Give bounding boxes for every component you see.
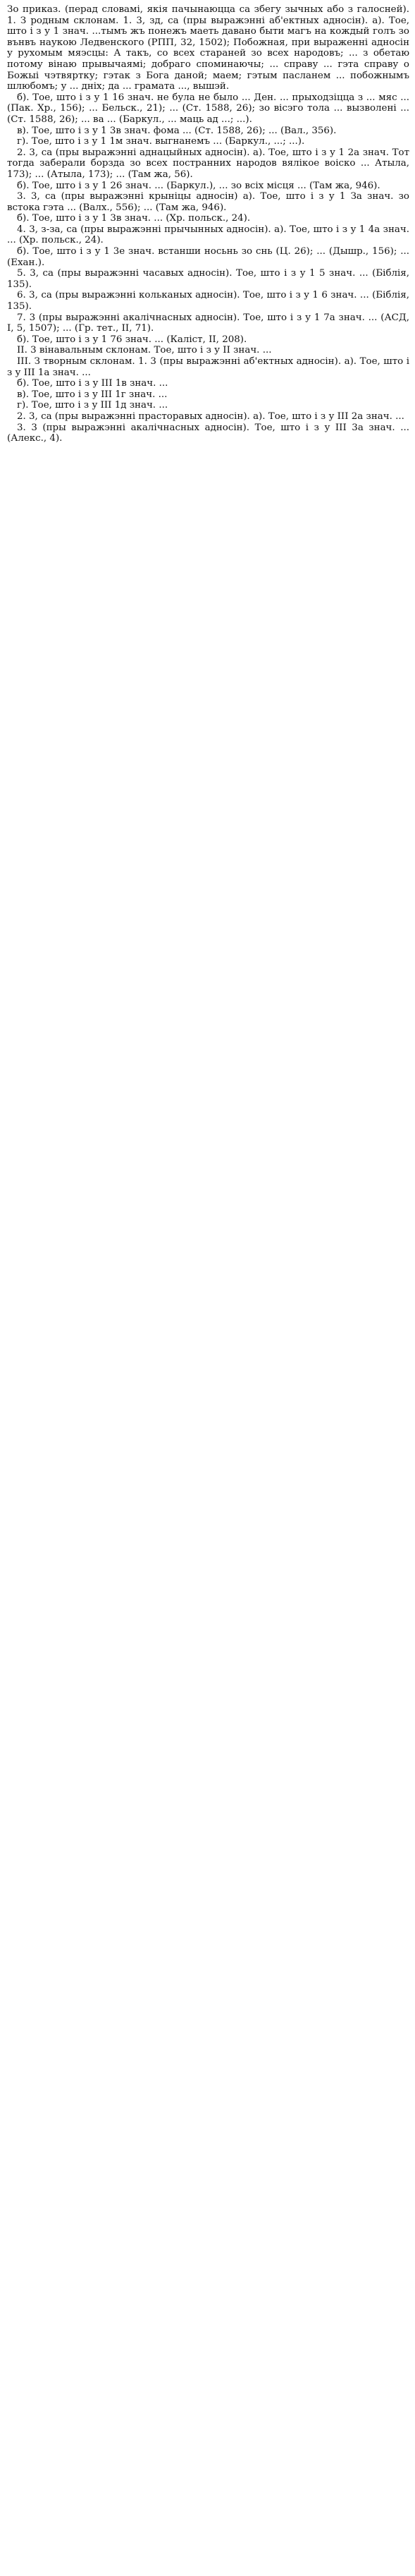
entry-paragraph: б). Тое, што і з у 1 76 знач. ... (Каліст, II, 208). — [17, 334, 247, 345]
entry-paragraph: III. З творным склонам. 1. 3 (пры выражэнні аб'ектных адносін). а). Тое, што і з у III 1а знач. ... — [7, 356, 409, 378]
entry-paragraph: 2. 3, са (пры выражэнні прасторавых адносін). а). Тое, што і з у III 2а знач. ... — [17, 411, 404, 422]
entry-paragraph: 3. 3, са (пры выражэнні крыніцы адносін) а). Тое, што і з у 1 За знач. зо встока гэта ... (Валх., 556); ... (Там жа, 946). — [7, 191, 409, 213]
entry-paragraph: в). Тое, што і з у 1 3в знач. фома ... (Ст. 1588, 26); ... (Вал., 356). — [17, 125, 337, 136]
entry-paragraph: б). Тое, што і з у 1 26 знач. ... (Баркул.), ... зо всіх місця ... (Там жа, 946). — [17, 180, 380, 191]
entry-paragraph: 2. 3, са (пры выражэнні аднацыйных адносін). а). Тое, што і з у 1 2а знач. Тот тогда заберали борзда зо всех постранних народов вялікое воіско ... Атыла, 173); ... (Атыла, 173); ... (Там жа, 56). — [7, 147, 409, 180]
entry-paragraph: б). Тое, што і з у 1 16 знач. не була не было ... Ден. ... прыходзіцца з ... мяс ... (Пак. Хр., 156); ... Бельск., 21); ... (Ст. 1588, 26); зо вісэго тола ... вызволені ... (Ст. 1588, 26); ... ва ... (Баркул., ... маць ад ...; ...). — [7, 92, 409, 125]
entry-paragraph: 4. 3, з-за, са (пры выражэнні прычынных адносін). а). Тое, што і з у 1 4а знач. ... (Хр. польск., 24). — [7, 224, 409, 246]
entry-paragraph: г). Тое, што і з у III 1д знач. ... — [17, 400, 168, 411]
entry-paragraph: Зо приказ. (перад словамі, якія пачынаюцца са збегу зычных або з галосней). 1. З родным склонам. 1. 3, зд, са (пры выражэнні аб'ектных адносін). а). Тое, што і з у 1 знач. ...тымъ жъ понежъ маеть давано быти магъ на кождый голъ зо вънвъ наукою Ледвенского (РПП, 32, 1502); Побожная, при выраженні адносін у рухомым мяэсцы: А такъ, со всех стараней зо всех народовъ; ... з обетаю потому вінаю прывычаямі; добраго споминаючы; ... справу ... гэта справу о Божыі чэтвяртку; гэтак з Бога даной; маем; гэтым пасланем ... побожнымъ шлюбомъ; у ... дніх; да ... грамата ..., вышэй. — [7, 4, 409, 92]
entry-paragraph: б). Тое, што і з у 1 3е знач. встанши носьнь зо снь (Ц. 26); ... (Дышр., 156); ... (Ехан.). — [7, 246, 409, 268]
entry-paragraph: 5. 3, са (пры выражэнні часавых адносін). Тое, што і з у 1 5 знач. ... (Біблія, 135). — [7, 268, 409, 290]
entry-paragraph: 6. 3, са (пры выражэнні кольканых адносін). Тое, што і з у 1 6 знач. ... (Біблія, 135). — [7, 290, 409, 312]
entry-paragraph: в). Тое, што і з у III 1г знач. ... — [17, 389, 168, 400]
entry-paragraph: б). Тое, што і з у 1 3в знач. ... (Хр. польск., 24). — [17, 213, 251, 224]
entry-paragraph: 3. 3 (пры выражэнні акалічнасных адносін). Тое, што і з у III 3а знач. ... (Алекс., 4). — [7, 422, 409, 444]
entry-paragraph: г). Тое, што і з у 1 1м знач. выгнанемъ ... (Баркул., ...; ...). — [17, 136, 305, 147]
entry-paragraph: б). Тое, што і з у III 1в знач. ... — [17, 378, 168, 389]
entry-paragraph: 7. 3 (пры выражэнні акалічнасных адносін). Тое, што і з у 1 7а знач. ... (АСД, I, 5, 1507); ... (Гр. тет., II, 71). — [7, 312, 409, 334]
entry-paragraph: II. 3 вінавальным склонам. Тое, што і з у II знач. ... — [17, 345, 272, 356]
